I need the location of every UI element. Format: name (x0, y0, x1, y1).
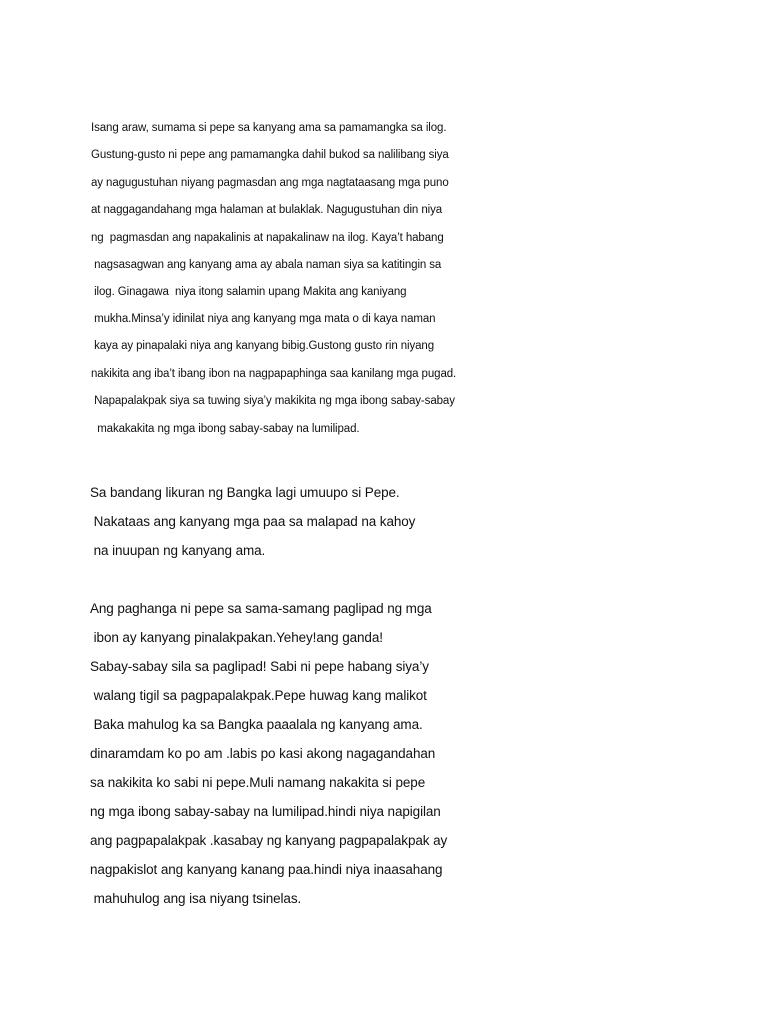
paragraph-line: Baka mahulog ka sa Bangka paaalala ng kanyang ama. (90, 717, 423, 732)
paragraph-line: nagsasagwan ang kanyang ama ay abala naman siya sa katitingin sa (91, 259, 442, 271)
paragraph-line: Isang araw, sumama si pepe sa kanyang ama sa pamamangka sa ilog. (91, 122, 447, 134)
paragraph-line: walang tigil sa pagpapalakpak.Pepe huwag kang malikot (90, 688, 427, 703)
paragraph-line: Napapalakpak siya sa tuwing siya’y makikita ng mga ibong sabay-sabay (91, 395, 455, 407)
paragraph-line: ilog. Ginagawa niya itong salamin upang Makita ang kaniyang (91, 286, 407, 298)
paragraph-line: na inuupan ng kanyang ama. (90, 543, 266, 558)
paragraph-line: kaya ay pinapalaki niya ang kanyang bibig.Gustong gusto rin niyang (91, 340, 435, 352)
paragraph-line: ay nagugustuhan niyang pagmasdan ang mga nagtataasang mga puno (91, 177, 449, 189)
paragraph-line: Ang paghanga ni pepe sa sama-samang paglipad ng mga (90, 601, 432, 616)
paragraph-line: Gustung-gusto ni pepe ang pamamangka dahil bukod sa nalilibang siya (91, 149, 449, 161)
paragraph-line: Sa bandang likuran ng Bangka lagi umuupo si Pepe. (90, 485, 400, 500)
paragraph-line: ang pagpapalakpak .kasabay ng kanyang pagpapalakpak ay (90, 833, 448, 848)
paragraph-line: at naggagandahang mga halaman at bulaklak. Nagugustuhan din niya (91, 204, 443, 216)
paragraph-line: mahuhulog ang isa niyang tsinelas. (90, 891, 302, 906)
paragraph-line: nakikita ang iba’t ibang ibon na nagpapaphinga saa kanilang mga pugad. (91, 368, 457, 380)
paragraph-line: ng pagmasdan ang napakalinis at napakalinaw na ilog. Kaya’t habang (91, 232, 444, 244)
paragraph-line: dinaramdam ko po am .labis po kasi akong nagagandahan (90, 746, 436, 761)
paragraph-line: sa nakikita ko sabi ni pepe.Muli namang nakakita si pepe (90, 775, 426, 790)
paragraph-line: mukha.Minsa’y idinilat niya ang kanyang mga mata o di kaya naman (91, 313, 436, 325)
paragraph-line: nagpakislot ang kanyang kanang paa.hindi niya inaasahang (90, 862, 443, 877)
paragraph-line: Nakataas ang kanyang mga paa sa malapad na kahoy (90, 514, 416, 529)
paragraph-line: makakakita ng mga ibong sabay-sabay na lumilipad. (91, 423, 360, 435)
paragraph-line: ibon ay kanyang pinalakpakan.Yehey!ang ganda! (90, 630, 383, 645)
paragraph-line: ng mga ibong sabay-sabay na lumilipad.hindi niya napigilan (90, 804, 441, 819)
paragraph-line: Sabay-sabay sila sa paglipad! Sabi ni pepe habang siya’y (90, 659, 429, 674)
